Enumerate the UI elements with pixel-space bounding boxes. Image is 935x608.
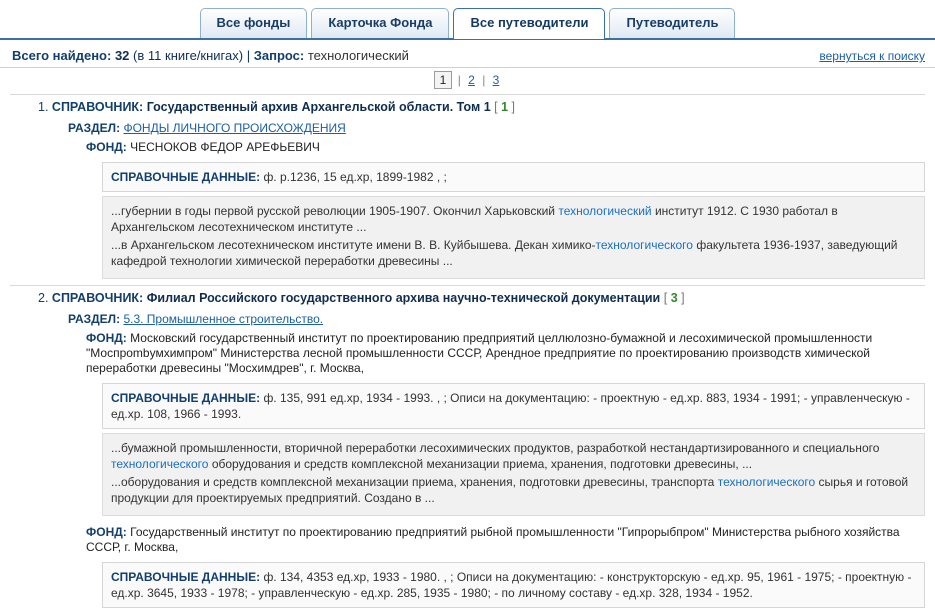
snippet-line: ...бумажной промышленности, вторичной переработки лесохимических продуктов, разработкой нестандартизированного и специального технологического оборудования и средств комплексной механизации приема, хранения, подготовки древесины, ... <box>111 441 880 471</box>
reference-data-label: СПРАВОЧНЫЕ ДАННЫЕ: <box>111 391 261 405</box>
result-item <box>10 94 925 279</box>
section-line <box>68 118 925 137</box>
reference-data-label: СПРАВОЧНЫЕ ДАННЫЕ: <box>111 570 261 584</box>
fond-line <box>68 137 925 158</box>
reference-hit-count: [ 1 ] <box>494 100 516 114</box>
fond-line <box>68 328 925 379</box>
result-body <box>10 309 925 608</box>
reference-hit-count: [ 3 ] <box>663 291 685 305</box>
found-count: 32 <box>114 48 130 63</box>
fond-value: Московский государственный институт по проектированию предприятий целлюлозно-бумажной и лесохимической промышленности "Моспрombумхимпром" Министерства лесной промышленности СССР, Арендное предприятие по проектированию производств химической переработки древесины "Мосхимдрев", г. Москва, <box>86 331 873 375</box>
reference-data-value: ф. р.1236, 15 ед.хр, 1899-1982 , ; <box>263 170 447 184</box>
reference-title[interactable]: Государственный архив Архангельской области. Том 1 <box>146 100 491 114</box>
fond-value: Государственный институт по проектированию предприятий рыбной промышленности "Гипрорыбпром" Министерства рыбного хозяйства СССР, г. Москва, <box>86 525 900 554</box>
highlight-term[interactable]: технологического <box>717 475 816 489</box>
reference-data-label: СПРАВОЧНЫЕ ДАННЫЕ: <box>111 170 261 184</box>
section-label: РАЗДЕЛ: <box>68 312 121 326</box>
reference-line <box>10 94 925 118</box>
reference-label: СПРАВОЧНИК: <box>51 100 144 114</box>
section-line <box>68 309 925 328</box>
snippet-block <box>102 433 925 516</box>
result-body <box>10 118 925 279</box>
tab-guide[interactable]: Путеводитель <box>609 8 735 38</box>
fond-label: ФОНД: <box>86 525 127 539</box>
page-3[interactable]: 3 <box>492 73 500 87</box>
tab-fund-card[interactable]: Карточка Фонда <box>311 8 449 38</box>
results-list <box>0 94 935 608</box>
highlight-term[interactable]: технологического <box>595 238 693 252</box>
highlight-term[interactable]: технологический <box>558 204 652 218</box>
reference-title[interactable]: Филиал Российского государственного архива научно-технической документации <box>146 291 661 305</box>
pager-sep-1: | <box>457 73 461 87</box>
fond-label: ФОНД: <box>86 331 127 345</box>
snippet-line: ...в Архангельском лесотехническом институте имени В. В. Куйбышева. Декан химико-технологического факультета 1936-1937, заведующий кафедрой технологии химической переработки древесины ... <box>111 238 898 268</box>
pagination <box>0 68 935 94</box>
found-label: Всего найдено: <box>12 48 112 63</box>
reference-line <box>10 285 925 309</box>
summary-text <box>12 48 409 63</box>
highlight-term[interactable]: технологического <box>111 457 209 471</box>
reference-label: СПРАВОЧНИК: <box>51 291 144 305</box>
summary-divider: | <box>246 48 251 63</box>
fond-line <box>68 522 925 558</box>
reference-data-panel <box>102 562 925 608</box>
query-label: Запрос: <box>253 48 305 63</box>
reference-data-value: ф. 135, 991 ед.хр, 1934 - 1993. , ; Описи на документацию: - проектную - ед.хр. 883, 1934 - 1991; - управленческую - ед.хр. 108, 1966 - 1993. <box>111 391 910 421</box>
summary-row <box>0 40 935 68</box>
reference-data-panel <box>102 383 925 429</box>
pager-sep-2: | <box>482 73 486 87</box>
snippet-line: ...оборудования и средств комплексной механизации приема, хранения, подготовки древесины, транспорта технологического сырья и готовой продукции для проектируемых предприятий. Создано в ... <box>111 475 909 505</box>
page-1[interactable]: 1 <box>434 71 453 89</box>
tab-bar <box>0 0 935 40</box>
back-to-search-link[interactable]: вернуться к поиску <box>819 49 925 63</box>
tab-all-funds[interactable]: Все фонды <box>200 8 308 38</box>
fond-label: ФОНД: <box>86 140 127 154</box>
result-number: 2. <box>38 291 49 305</box>
fond-value: ЧЕСНОКОВ ФЕДОР АРЕФЬЕВИЧ <box>130 140 320 154</box>
reference-data-value: ф. 134, 4353 ед.хр, 1933 - 1980. , ; Описи на документацию: - конструкторскую - ед.хр. 95, 1961 - 1975; - проектную - ед.хр. 3645, 1933 - 1978; - управленческую - ед.хр. 285, 1935 - 1980; - по личному составу - ед.хр. 328, 1934 - 1952. <box>111 570 912 600</box>
section-link[interactable]: ФОНДЫ ЛИЧНОГО ПРОИСХОЖДЕНИЯ <box>123 121 346 135</box>
page-2[interactable]: 2 <box>468 73 475 87</box>
result-number: 1. <box>38 100 49 114</box>
snippet-block <box>102 196 925 279</box>
result-item <box>10 285 925 608</box>
reference-data-panel <box>102 162 925 192</box>
section-label: РАЗДЕЛ: <box>68 121 121 135</box>
found-books: (в 11 книге/книгах) <box>133 48 244 63</box>
section-link[interactable]: 5.3. Промышленное строительство. <box>123 312 324 326</box>
tab-all-guides[interactable]: Все путеводители <box>453 8 605 39</box>
snippet-line: ...губернии в годы первой русской революции 1905-1907. Окончил Харьковский технологический институт 1912. С 1930 работал в Архангельском лесотехническом институте ... <box>111 204 838 234</box>
query-value: технологический <box>307 48 409 63</box>
